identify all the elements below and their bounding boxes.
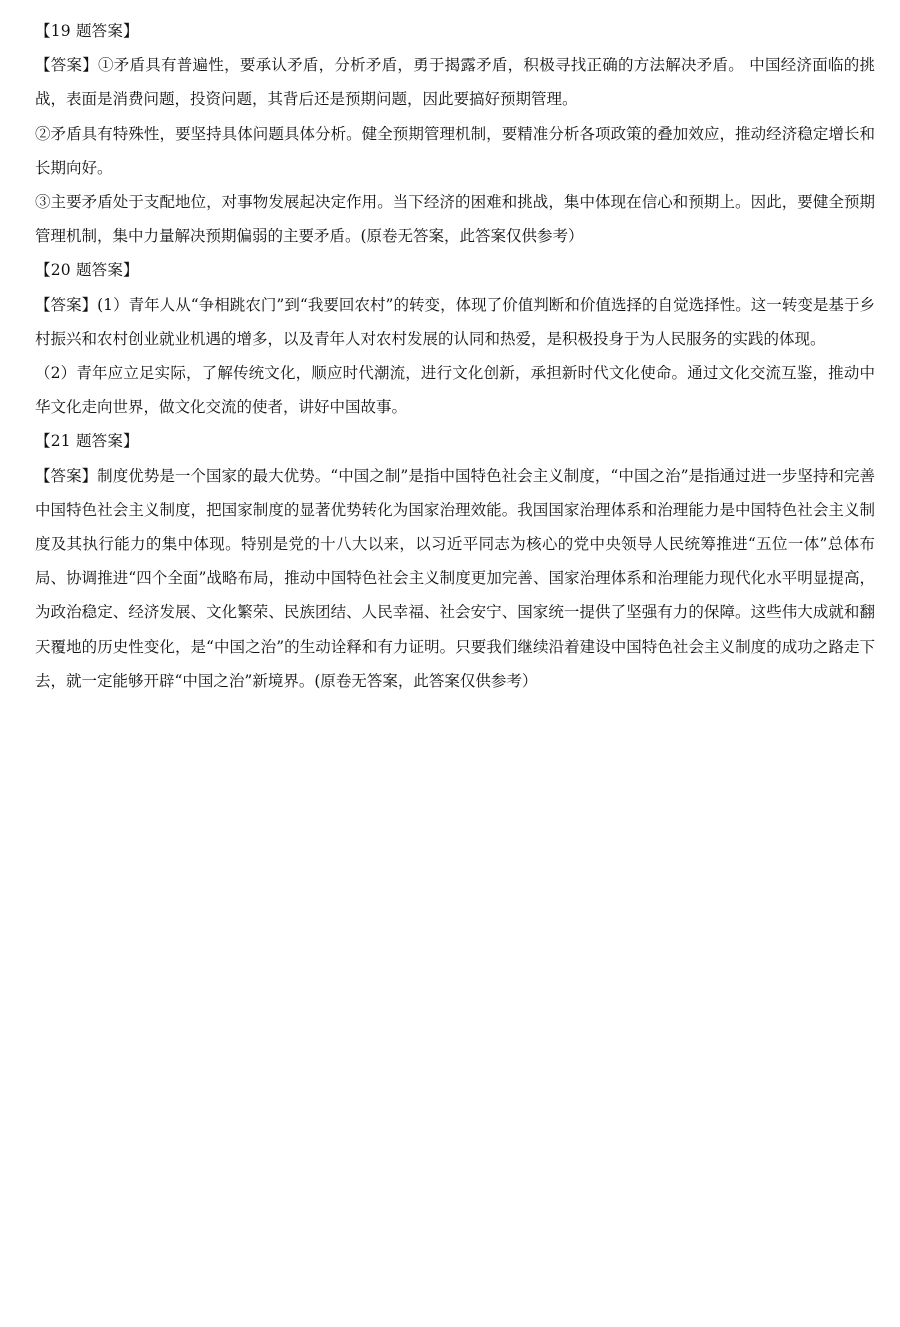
answer-document xyxy=(35,14,875,698)
q20-heading: 【20 题答案】 xyxy=(35,261,139,280)
q19-heading: 【19 题答案】 xyxy=(35,22,139,40)
q19-answer-paragraph-3: ③主要矛盾处于支配地位，对事物发展起决定作用。当下经济的困难和挑战，集中体现在信心和预期上。因此，要健全预期管理机制，集中力量解决预期偏弱的主要矛盾。(原卷无答案，此答案仅供参考） xyxy=(35,193,875,246)
q21-answer-paragraph-1: 【答案】制度优势是一个国家的最大优势。“中国之制”是指中国特色社会主义制度，“中国之治”是指通过进一步坚持和完善中国特色社会主义制度，把国家制度的显著优势转化为国家治理效能。我国国家治理体系和治理能力是中国特色社会主义制度及其执行能力的集中体现。特别是党的十八大以来，以习近平同志为核心的党中央领导人民统筹推进“五位一体”总体布局、协调推进“四个全面”战略布局，推动中国特色社会主义制度更加完善、国家治理体系和治理能力现代化水平明显提高，为政治稳定、经济发展、文化繁荣、民族团结、人民幸福、社会安宁、国家统一提供了坚强有力的保障。这些伟大成就和翻天覆地的历史性变化，是“中国之治”的生动诠释和有力证明。只要我们继续沿着建设中国特色社会主义制度的成功之路走下去，就一定能够开辟“中国之治”新境界。(原卷无答案，此答案仅供参考） xyxy=(35,466,875,690)
q19-answer-paragraph-2: ②矛盾具有特殊性，要坚持具体问题具体分析。健全预期管理机制，要精准分析各项政策的叠加效应，推动经济稳定增长和长期向好。 xyxy=(35,124,875,177)
q20-answer-paragraph-2: （2）青年应立足实际，了解传统文化，顺应时代潮流，进行文化创新，承担新时代文化使命。通过文化交流互鉴，推动中华文化走向世界，做文化交流的使者，讲好中国故事。 xyxy=(35,364,875,417)
q20-answer-paragraph-1: 【答案】(1）青年人从“争相跳农门”到“我要回农村”的转变，体现了价值判断和价值选择的自觉选择性。这一转变是基于乡村振兴和农村创业就业机遇的增多，以及青年人对农村发展的认同和热爱，是积极投身于为人民服务的实践的体现。 xyxy=(35,295,875,348)
q21-heading: 【21 题答案】 xyxy=(35,432,139,451)
q19-answer-paragraph-1: 【答案】①矛盾具有普遍性，要承认矛盾，分析矛盾，勇于揭露矛盾，积极寻找正确的方法解决矛盾。 中国经济面临的挑战，表面是消费问题，投资问题，其背后还是预期问题，因此要搞好预期管理。 xyxy=(35,56,875,109)
